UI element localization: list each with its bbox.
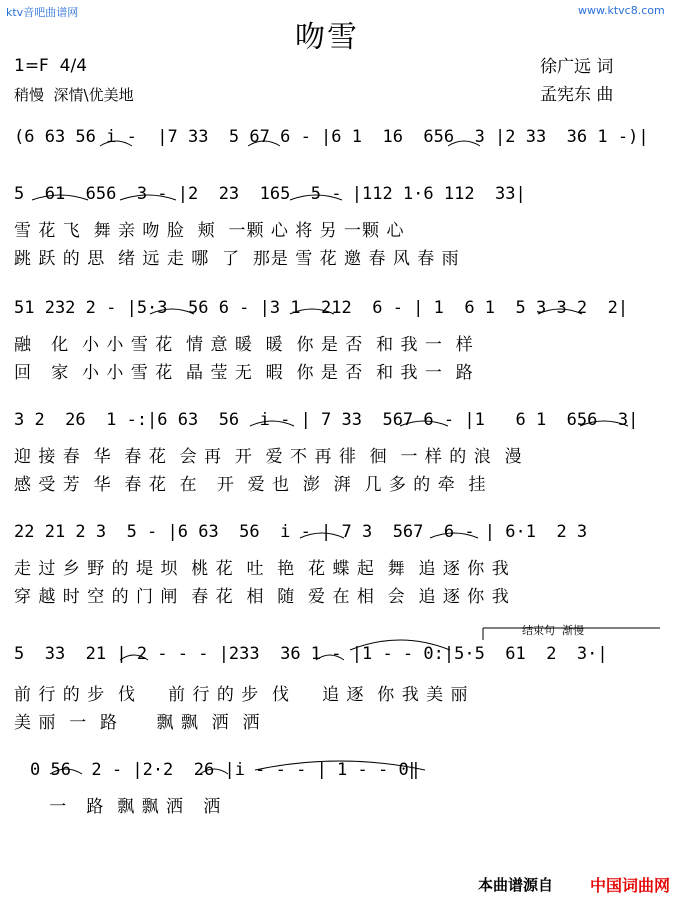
lyric-row-4-verse-2: 感 受 芳 华 春 花 在 开 爱 也 澎 湃 几 多 的 牵 挂 — [14, 475, 487, 495]
lyric-row-7: 一 路 飘 飘 洒 洒 — [30, 797, 222, 817]
watermark-right: www.ktvc8.com — [578, 4, 665, 17]
slur-mark — [248, 141, 280, 146]
slur-mark — [100, 141, 132, 146]
lyricist-credit: 徐广远 词 — [540, 57, 614, 77]
key-time-signature: 1=F 4/4 — [14, 56, 88, 76]
song-title: 吻雪 — [295, 20, 359, 55]
slur-mark — [32, 195, 88, 200]
notation-row-4: 3 2 26 1 -:|6 63 56 i - | 7 33 567 6 - |1 6 1 656 3| — [14, 410, 639, 430]
slur-mark — [538, 309, 582, 314]
source-site-link[interactable]: 中国词曲网 — [590, 876, 671, 895]
composer-credit: 孟宪东 曲 — [540, 85, 614, 105]
slur-mark — [400, 421, 448, 426]
slur-mark — [50, 769, 82, 774]
slur-mark — [300, 533, 344, 538]
lyric-row-4-verse-1: 迎 接 春 华 春 花 会 再 开 爱 不 再 徘 徊 一 样 的 浪 漫 — [14, 447, 523, 467]
notation-row-5: 22 21 2 3 5 - |6 63 56 i - | 7 3 567 6 - | 6·1 2 3 — [14, 522, 588, 542]
slur-mark — [290, 195, 342, 200]
watermark-left: ktv音吧曲谱网 — [6, 6, 79, 19]
lyric-row-6-verse-2: 美 丽 一 路 飘 飘 洒 洒 — [14, 713, 261, 733]
slur-mark — [150, 309, 194, 314]
lyric-row-2-verse-1: 雪 花 飞 舞 亲 吻 脸 颊 一颗 心 将 另 一颗 心 — [14, 221, 405, 241]
slur-mark — [580, 421, 628, 426]
tie-mark — [350, 640, 450, 650]
lyric-row-3-verse-1: 融 化 小 小 雪 花 情 意 暖 暖 你 是 否 和 我 一 样 — [14, 335, 474, 355]
notation-row-6: 5 33 21 | 2 - - - |233 36 1 - |1 - - 0:|5·5 61 2 3·| — [14, 644, 608, 664]
lyric-row-5-verse-1: 走 过 乡 野 的 堤 坝 桃 花 吐 艳 花 蝶 起 舞 追 逐 你 我 — [14, 559, 510, 579]
source-label: 本曲谱源自 — [478, 876, 554, 894]
slur-mark — [448, 141, 480, 146]
ending-label: 结束句 渐慢 — [522, 624, 584, 637]
notation-row-7: 0 56 2 - |2·2 26 |i - - - | 1 - - 0‖ — [30, 760, 419, 780]
slur-mark — [120, 195, 176, 200]
notation-row-2: 5 61 656 3 - |2 23 165 5 - |112 1·6 112 33| — [14, 184, 526, 204]
lyric-row-5-verse-2: 穿 越 时 空 的 门 闸 春 花 相 随 爱 在 相 会 追 逐 你 我 — [14, 587, 510, 607]
tempo-marking: 稍慢 深情\优美地 — [14, 86, 134, 104]
lyric-row-3-verse-2: 回 家 小 小 雪 花 晶 莹 无 暇 你 是 否 和 我 一 路 — [14, 363, 474, 383]
notation-row-1: (6 63 56 i - |7 33 5 67 6 - |6 1 16 656 3 |2 33 36 1 -)| — [14, 127, 649, 147]
slur-mark — [200, 769, 228, 774]
slur-mark — [290, 309, 334, 314]
slur-mark — [316, 655, 344, 660]
tie-mark — [255, 761, 425, 770]
lyric-row-6-verse-1: 前 行 的 步 伐 前 行 的 步 伐 追 逐 你 我 美 丽 — [14, 685, 469, 705]
slur-mark — [430, 533, 478, 538]
slur-mark — [250, 421, 294, 426]
lyric-row-2-verse-2: 跳 跃 的 思 绪 远 走 哪 了 那是 雪 花 邀 春 风 春 雨 — [14, 249, 460, 269]
slur-mark — [120, 655, 148, 660]
notation-row-3: 51 232 2 - |5·3 56 6 - |3 1 212 6 - | 1 6 1 5 3 3 2 2| — [14, 298, 629, 318]
